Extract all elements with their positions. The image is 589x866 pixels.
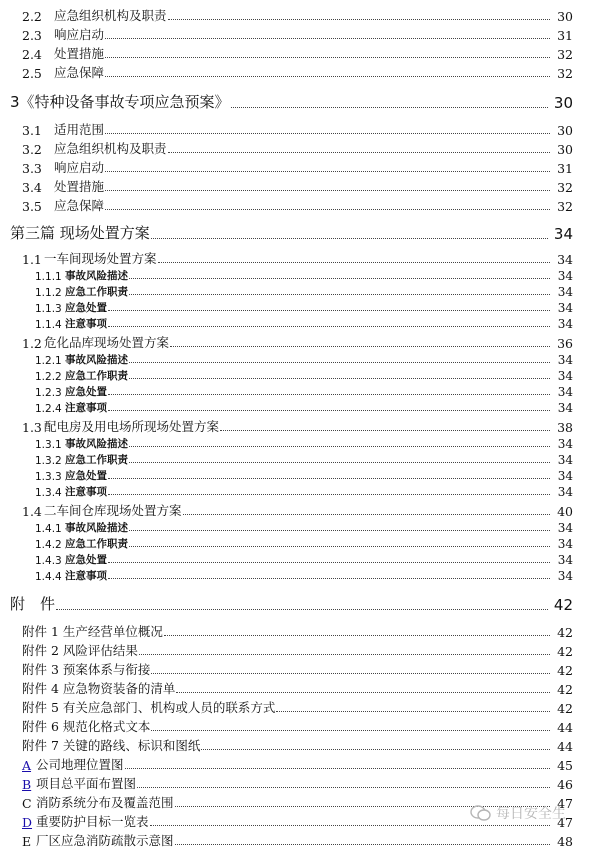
entry-label: 事故风险描述: [65, 354, 128, 366]
dot-leader: [220, 429, 550, 431]
entry-number: 1.3.3: [35, 471, 62, 483]
toc-entry[interactable]: [0, 25, 589, 43]
entry-number: 1.3: [22, 420, 42, 435]
entry-label: 应急工作职责: [65, 454, 128, 466]
entry-page: 47: [557, 796, 573, 811]
toc-entry[interactable]: [0, 158, 589, 176]
dot-leader: [108, 309, 550, 311]
entry-label: 附件 6 规范化格式文本: [22, 719, 151, 734]
dot-leader: [105, 132, 550, 134]
toc-subentry[interactable]: [0, 352, 589, 367]
entry-number: 1.4.2: [35, 539, 62, 551]
dot-leader: [231, 106, 548, 108]
dot-leader: [276, 710, 550, 712]
entry-number: 1.2.2: [35, 371, 62, 383]
entry-label: 响应启动: [54, 27, 105, 42]
toc-subentry[interactable]: [0, 400, 589, 415]
entry-page: 32: [557, 199, 573, 214]
heading-page: 42: [553, 596, 573, 614]
entry-page: 34: [557, 317, 573, 331]
appendix-entry[interactable]: [0, 736, 589, 754]
entry-label: 注意事项: [65, 570, 107, 582]
entry-label: 重要防护目标一览表: [36, 814, 149, 829]
dot-leader: [129, 377, 550, 379]
entry-page: 34: [557, 252, 573, 267]
dot-leader: [158, 261, 550, 263]
entry-page: 34: [557, 285, 573, 299]
toc-subentry[interactable]: [0, 300, 589, 315]
dot-leader: [183, 513, 550, 515]
entry-label: 应急工作职责: [65, 370, 128, 382]
heading-label: 附 件: [10, 595, 56, 613]
dot-leader: [139, 653, 550, 655]
dot-leader: [129, 277, 550, 279]
entry-page: 44: [557, 739, 573, 754]
entry-label: 应急处置: [65, 302, 107, 314]
dot-leader: [105, 75, 550, 77]
watermark-text: 每日安全生: [496, 806, 566, 822]
appendix-entry[interactable]: [0, 660, 589, 678]
appendix-entry[interactable]: [0, 717, 589, 735]
toc-subentry[interactable]: [0, 568, 589, 583]
entry-page: 34: [557, 553, 573, 567]
entry-number: 1.2: [22, 336, 42, 351]
entry-page: 34: [557, 437, 573, 451]
entry-page: 42: [557, 625, 573, 640]
entry-label: 适用范围: [54, 122, 105, 137]
heading-label: 3《特种设备事故专项应急预案》: [10, 93, 230, 111]
dot-leader: [108, 493, 550, 495]
entry-page: 44: [557, 720, 573, 735]
appendix-entry[interactable]: [0, 641, 589, 659]
entry-label: 事故风险描述: [65, 438, 128, 450]
dot-leader: [129, 445, 550, 447]
entry-page: 34: [557, 353, 573, 367]
entry-number: 1.2.1: [35, 355, 62, 367]
appendix-entry[interactable]: [0, 622, 589, 640]
entry-number: 1.2.4: [35, 403, 62, 415]
entry-number: 2.4: [22, 47, 42, 62]
entry-label: 应急处置: [65, 386, 107, 398]
entry-page: 34: [557, 301, 573, 315]
watermark: [470, 800, 589, 826]
entry-page: 34: [557, 369, 573, 383]
entry-label: 注意事项: [65, 486, 107, 498]
entry-label: 附件 1 生产经营单位概况: [22, 624, 163, 639]
toc-entry[interactable]: [0, 139, 589, 157]
dot-leader: [108, 325, 550, 327]
entry-label: 附件 7 关键的路线、标识和图纸: [22, 738, 201, 753]
entry-number: 1.1.4: [35, 319, 62, 331]
dot-leader: [151, 237, 548, 239]
entry-page: 42: [557, 701, 573, 716]
entry-number: 1.4.4: [35, 571, 62, 583]
figure-letter-link[interactable]: A: [22, 758, 32, 773]
entry-label: 处置措施: [54, 179, 105, 194]
entry-page: 34: [557, 569, 573, 583]
entry-number: 2.5: [22, 66, 42, 81]
entry-number: 3.5: [22, 199, 42, 214]
entry-number: 3.2: [22, 142, 42, 157]
entry-page: 30: [557, 142, 573, 157]
entry-label: 危化品库现场处置方案: [44, 335, 170, 350]
entry-label: 附件 2 风险评估结果: [22, 643, 138, 658]
dot-leader: [105, 170, 550, 172]
toc-subentry[interactable]: [0, 536, 589, 551]
entry-label: 应急处置: [65, 554, 107, 566]
entry-page: 34: [557, 485, 573, 499]
entry-number: 1.4: [22, 504, 42, 519]
dot-leader: [108, 393, 550, 395]
toc-heading-section3[interactable]: [0, 92, 589, 112]
entry-number: 2.3: [22, 28, 42, 43]
figure-letter: C: [22, 796, 32, 811]
heading-page: 34: [553, 225, 573, 243]
entry-number: 1.4.3: [35, 555, 62, 567]
entry-page: 30: [557, 9, 573, 24]
dot-leader: [129, 529, 550, 531]
dot-leader: [108, 409, 550, 411]
dot-leader: [105, 208, 550, 210]
entry-label: 消防系统分布及覆盖范围: [36, 795, 174, 810]
toc-subentry[interactable]: [0, 520, 589, 535]
entry-page: 38: [557, 420, 573, 435]
toc-subentry[interactable]: [0, 484, 589, 499]
dot-leader: [105, 189, 550, 191]
entry-label: 公司地理位置图: [36, 757, 124, 772]
entry-number: 3.1: [22, 123, 42, 138]
chat-bubble-icon: [470, 804, 492, 822]
toc-subentry[interactable]: [0, 316, 589, 331]
entry-number: 3.3: [22, 161, 42, 176]
entry-page: 42: [557, 644, 573, 659]
toc-heading-part3[interactable]: [0, 223, 589, 243]
entry-number: 1.1: [22, 252, 42, 267]
entry-number: 1.3.2: [35, 455, 62, 467]
entry-number: 1.1.2: [35, 287, 62, 299]
appendix-figure-entry[interactable]: [0, 831, 589, 849]
entry-number: 1.1.3: [35, 303, 62, 315]
dot-leader: [168, 151, 550, 153]
entry-page: 46: [557, 777, 573, 792]
entry-label: 附件 5 有关应急部门、机构或人员的联系方式: [22, 700, 276, 715]
entry-label: 一车间现场处置方案: [44, 251, 157, 266]
dot-leader: [105, 56, 550, 58]
entry-label: 响应启动: [54, 160, 105, 175]
entry-page: 34: [557, 401, 573, 415]
appendix-entry[interactable]: [0, 679, 589, 697]
entry-page: 30: [557, 123, 573, 138]
entry-label: 事故风险描述: [65, 270, 128, 282]
toc-entry[interactable]: [0, 177, 589, 195]
entry-label: 配电房及用电场所现场处置方案: [44, 419, 220, 434]
entry-label: 附件 3 预案体系与衔接: [22, 662, 151, 677]
toc-entry[interactable]: [0, 6, 589, 24]
entry-label: 应急保障: [54, 65, 105, 80]
entry-page: 42: [557, 663, 573, 678]
dot-leader: [129, 461, 550, 463]
entry-page: 31: [557, 28, 573, 43]
toc-subentry[interactable]: [0, 368, 589, 383]
entry-page: 40: [557, 504, 573, 519]
entry-number: 1.2.3: [35, 387, 62, 399]
toc-heading-appendix[interactable]: [0, 594, 589, 614]
dot-leader: [168, 18, 550, 20]
entry-label: 注意事项: [65, 402, 107, 414]
dot-leader: [170, 345, 550, 347]
appendix-entry[interactable]: [0, 698, 589, 716]
dot-leader: [129, 293, 550, 295]
dot-leader: [129, 361, 550, 363]
entry-label: 厂区应急消防疏散示意图: [36, 833, 174, 848]
toc-subentry[interactable]: [0, 452, 589, 467]
toc-subentry[interactable]: [0, 284, 589, 299]
toc-subentry[interactable]: [0, 436, 589, 451]
entry-page: 32: [557, 180, 573, 195]
heading-page: 30: [553, 94, 573, 112]
dot-leader: [151, 729, 550, 731]
entry-page: 42: [557, 682, 573, 697]
dot-leader: [129, 545, 550, 547]
dot-leader: [125, 767, 550, 769]
entry-label: 注意事项: [65, 318, 107, 330]
toc-entry[interactable]: [0, 44, 589, 62]
entry-number: 3.4: [22, 180, 42, 195]
dot-leader: [151, 672, 550, 674]
entry-page: 34: [557, 537, 573, 551]
entry-label: 二车间仓库现场处置方案: [44, 503, 182, 518]
dot-leader: [105, 37, 550, 39]
entry-page: 47: [557, 815, 573, 830]
dot-leader: [56, 608, 548, 610]
figure-letter-link[interactable]: D: [22, 815, 33, 830]
entry-page: 34: [557, 453, 573, 467]
entry-label: 应急保障: [54, 198, 105, 213]
toc-entry[interactable]: [0, 502, 589, 519]
entry-label: 事故风险描述: [65, 522, 128, 534]
entry-number: 2.2: [22, 9, 42, 24]
dot-leader: [108, 561, 550, 563]
entry-label: 应急工作职责: [65, 286, 128, 298]
toc-subentry[interactable]: [0, 552, 589, 567]
entry-page: 32: [557, 47, 573, 62]
entry-number: 1.4.1: [35, 523, 62, 535]
entry-page: 32: [557, 66, 573, 81]
dot-leader: [201, 748, 550, 750]
entry-label: 应急处置: [65, 470, 107, 482]
toc-subentry[interactable]: [0, 268, 589, 283]
entry-page: 34: [557, 469, 573, 483]
appendix-figure-entry[interactable]: [0, 755, 589, 773]
entry-label: 处置措施: [54, 46, 105, 61]
entry-number: 1.3.1: [35, 439, 62, 451]
dot-leader: [137, 786, 550, 788]
appendix-figure-entry[interactable]: [0, 774, 589, 792]
dot-leader: [108, 577, 550, 579]
entry-label: 项目总平面布置图: [36, 776, 137, 791]
dot-leader: [175, 843, 550, 845]
dot-leader: [164, 634, 550, 636]
toc-entry[interactable]: [0, 250, 589, 267]
toc-subentry[interactable]: [0, 384, 589, 399]
toc-entry[interactable]: [0, 196, 589, 214]
toc-entry[interactable]: [0, 63, 589, 81]
entry-page: 45: [557, 758, 573, 773]
entry-label: 应急组织机构及职责: [54, 141, 167, 156]
toc-entry[interactable]: [0, 418, 589, 435]
dot-leader: [108, 477, 550, 479]
entry-label: 附件 4 应急物资装备的清单: [22, 681, 176, 696]
toc-subentry[interactable]: [0, 468, 589, 483]
entry-page: 34: [557, 385, 573, 399]
entry-page: 36: [557, 336, 573, 351]
toc-entry[interactable]: [0, 120, 589, 138]
entry-label: 应急工作职责: [65, 538, 128, 550]
dot-leader: [176, 691, 550, 693]
entry-page: 31: [557, 161, 573, 176]
entry-page: 48: [557, 834, 573, 849]
figure-letter: E: [22, 834, 32, 849]
toc-entry[interactable]: [0, 334, 589, 351]
figure-letter-link[interactable]: B: [22, 777, 32, 792]
entry-number: 1.1.1: [35, 271, 62, 283]
entry-label: 应急组织机构及职责: [54, 8, 167, 23]
heading-label: 第三篇 现场处置方案: [10, 224, 150, 242]
entry-page: 34: [557, 521, 573, 535]
entry-page: 34: [557, 269, 573, 283]
entry-number: 1.3.4: [35, 487, 62, 499]
